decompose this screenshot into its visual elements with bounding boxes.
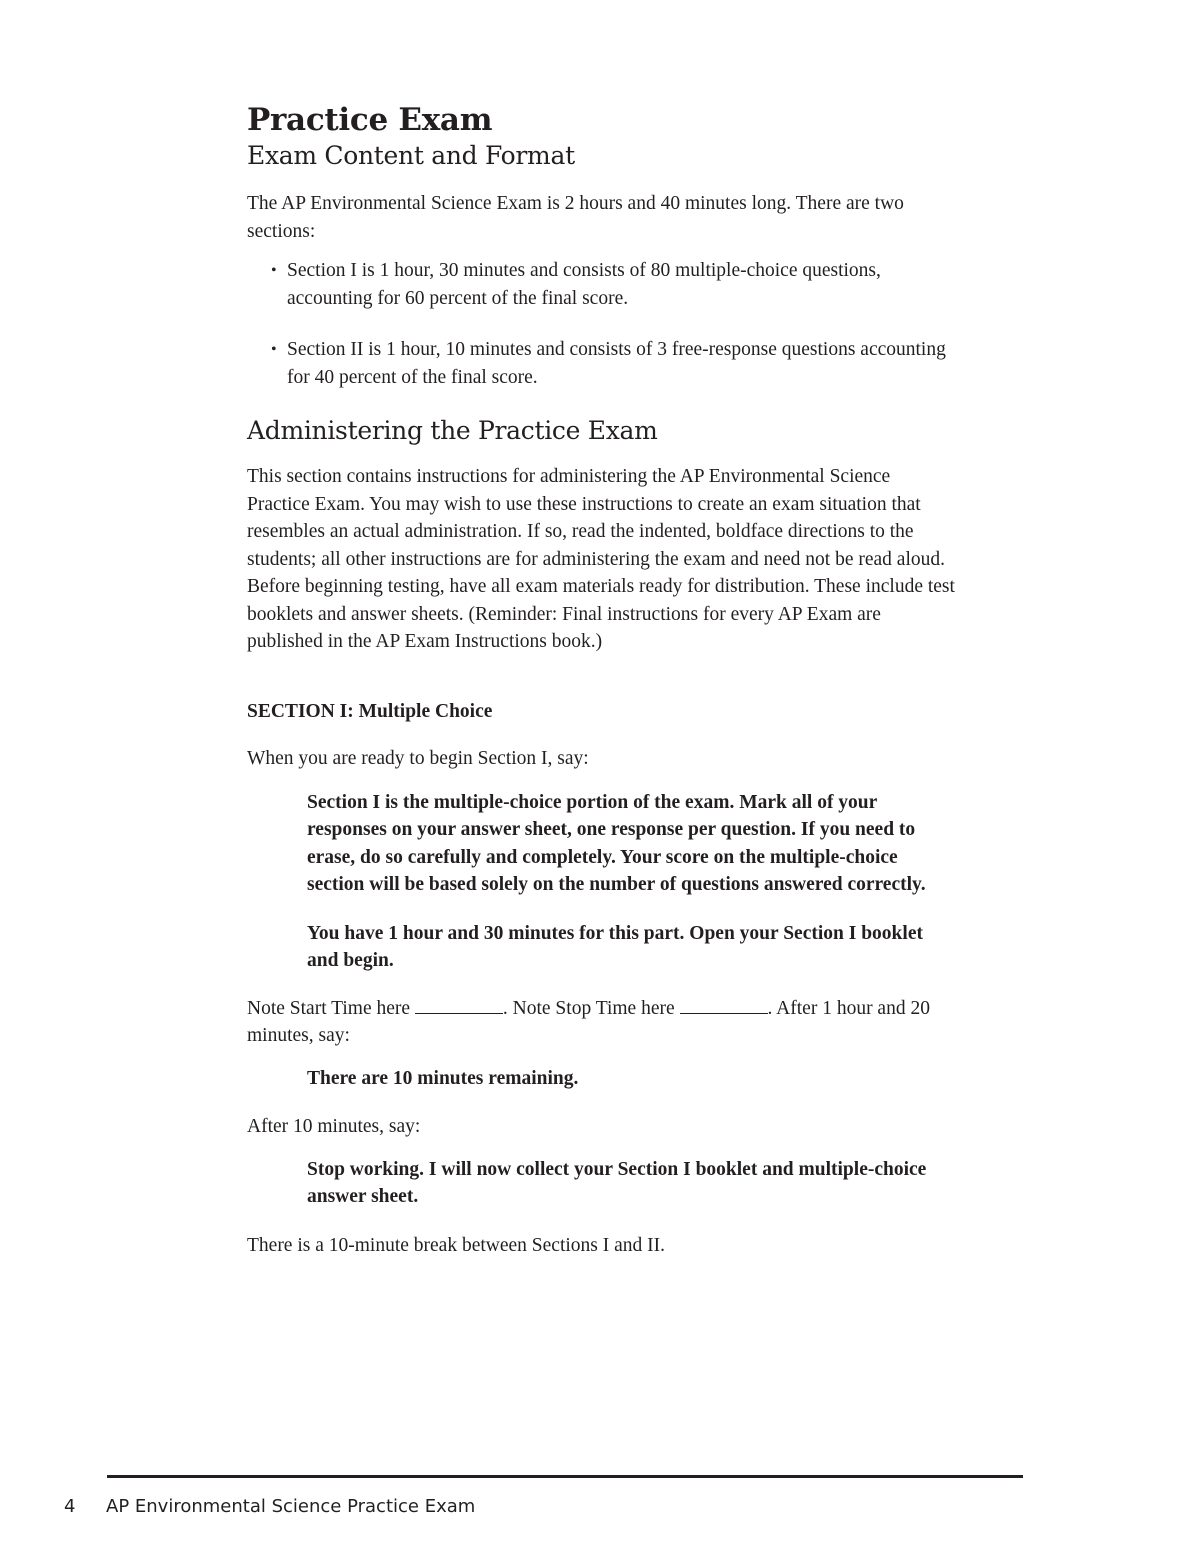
stop-time-blank[interactable] (680, 996, 768, 1014)
footer-title: AP Environmental Science Practice Exam (106, 1496, 476, 1517)
page-title: Practice Exam (247, 102, 493, 138)
list-item (247, 257, 957, 312)
note-start-label: Note Start Time here (247, 997, 415, 1019)
content-format-heading: Exam Content and Format (247, 141, 575, 170)
bullet-icon: • (271, 262, 277, 279)
say-directions-4: Stop working. I will now collect your Section I booklet and multiple-choice answer sheet. (307, 1158, 927, 1207)
ready-instruction: When you are ready to begin Section I, say: (247, 748, 589, 769)
say-directions-3: There are 10 minutes remaining. (307, 1067, 579, 1089)
administering-heading: Administering the Practice Exam (247, 416, 658, 445)
list-item (247, 336, 957, 391)
time-note (247, 995, 957, 1050)
note-stop-label: . Note Stop Time here (502, 997, 680, 1019)
after-instruction: After 10 minutes, say: (247, 1116, 421, 1137)
section-1-heading: SECTION I: Multiple Choice (247, 700, 493, 722)
section-list (247, 257, 957, 391)
page-content (247, 100, 957, 1259)
start-time-blank[interactable] (415, 996, 503, 1014)
break-note: There is a 10-minute break between Sections I and II. (247, 1234, 666, 1256)
page-footer (64, 1495, 475, 1519)
content-format-intro: The AP Environmental Science Exam is 2 hours and 40 minutes long. There are two sections: (247, 193, 904, 242)
list-item-text: Section II is 1 hour, 10 minutes and consists of 3 free-response questions accounting for 40 percent of the final score. (287, 339, 946, 388)
bullet-icon: • (271, 341, 277, 358)
page-number: 4 (64, 1496, 76, 1517)
say-directions-1: Section I is the multiple-choice portion of the exam. Mark all of your responses on your answer sheet, one response per question. If you need to erase, do so carefully and completely. Your score on the multiple-choice section will be based solely on the number of questions answered correctly. (307, 791, 926, 895)
footer-divider (107, 1475, 1023, 1478)
list-item-text: Section I is 1 hour, 30 minutes and consists of 80 multiple-choice questions, accounting for 60 percent of the final score. (287, 260, 881, 309)
note-after-text: . After 1 hour and 20 minutes, say: (247, 997, 930, 1046)
say-directions-2: You have 1 hour and 30 minutes for this part. Open your Section I booklet and begin. (307, 922, 923, 971)
administering-body: This section contains instructions for administering the AP Environmental Science Practice Exam. You may wish to use these instructions to create an exam situation that resembles an actual administration. If so, read the indented, boldface directions to the students; all other instructions are for administering the exam and need not be read aloud. Before beginning testing, have all exam materials ready for distribution. These include test booklets and answer sheets. (Reminder: Final instructions for every AP Exam are published in the AP Exam Instructions book.) (247, 466, 955, 652)
